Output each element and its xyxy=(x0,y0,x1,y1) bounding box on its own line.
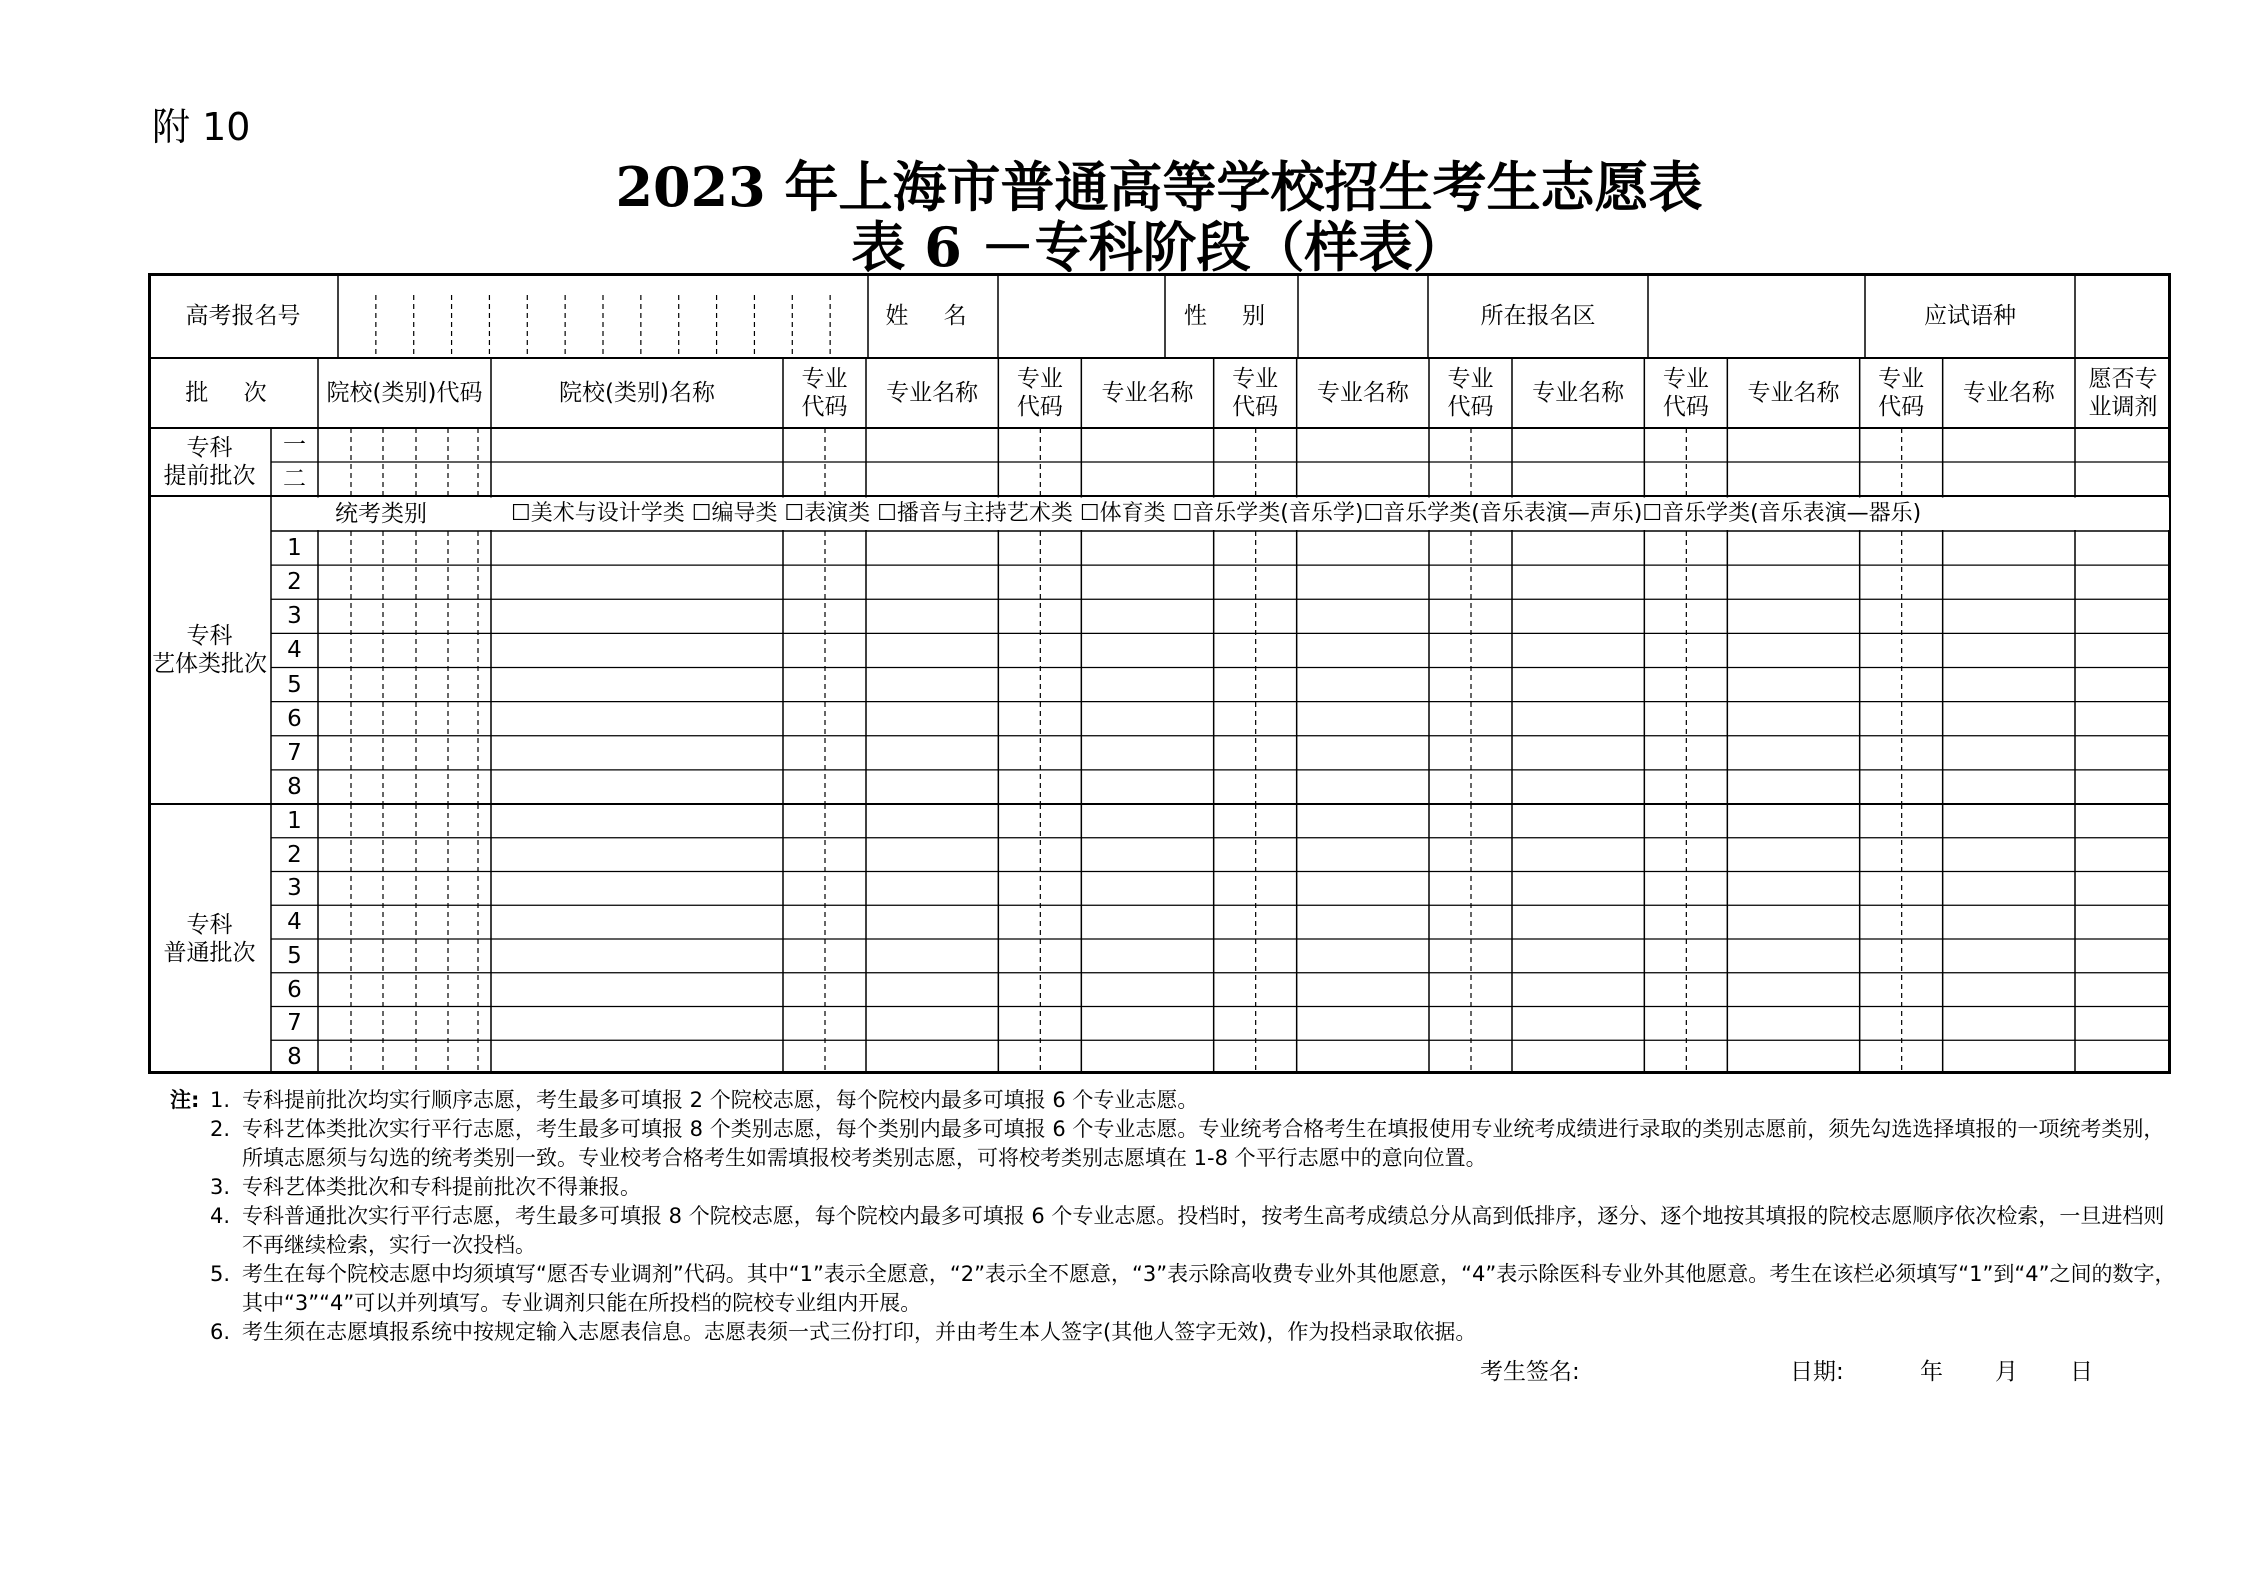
name-label: 姓 名 xyxy=(885,302,981,329)
major-code-column-header-1: 专业 代码 xyxy=(801,366,848,420)
exam-no-label: 高考报名号 xyxy=(185,302,301,329)
major-name-column-header-3: 专业名称 xyxy=(1316,380,1409,406)
page-subtitle: 表 6 －专科阶段（样表） xyxy=(851,215,1467,279)
note-item xyxy=(170,1318,2180,1347)
note-number: 1. xyxy=(210,1088,231,1112)
note-item xyxy=(170,1115,2180,1173)
application-form-table xyxy=(148,273,2171,1074)
normal-row-index-1: 1 xyxy=(287,807,302,834)
normal-batch-label: 专科 普通批次 xyxy=(163,912,256,966)
art-row-index-5: 5 xyxy=(287,671,302,698)
note-number: 6. xyxy=(210,1320,231,1344)
early-batch-label: 专科 提前批次 xyxy=(163,435,256,489)
note-item xyxy=(170,1173,2180,1202)
normal-row-index-2: 2 xyxy=(287,841,302,868)
early-row-index-1: 一 xyxy=(283,432,306,458)
major-name-column-header-5: 专业名称 xyxy=(1747,380,1840,406)
signature-label: 考生签名: xyxy=(1480,1359,1580,1385)
normal-row-index-5: 5 xyxy=(287,942,302,969)
note-number: 3. xyxy=(210,1175,231,1199)
attachment-number: 附 10 xyxy=(152,105,251,149)
note-text: 专科艺体类批次和专科提前批次不得兼报。 xyxy=(242,1175,641,1199)
gender-label: 性 别 xyxy=(1183,302,1280,329)
district-label: 所在报名区 xyxy=(1480,302,1596,329)
note-text: 专科提前批次均实行顺序志愿，考生最多可填报 2 个院校志愿，每个院校内最多可填报 6 个专业志愿。 xyxy=(242,1088,1199,1112)
year-label: 年 xyxy=(1920,1359,1943,1385)
major-code-column-header-4: 专业 代码 xyxy=(1447,366,1494,420)
normal-row-index-4: 4 xyxy=(287,909,302,936)
school-name-column-header: 院校(类别)名称 xyxy=(559,380,715,406)
batch-column-header: 批 次 xyxy=(185,380,281,406)
art-row-index-6: 6 xyxy=(287,705,302,732)
major-code-column-header-5: 专业 代码 xyxy=(1662,366,1709,420)
art-category-options: ☐美术与设计学类 ☐编导类 ☐表演类 ☐播音与主持艺术类 ☐体育类 ☐音乐学类(音乐学)☐音乐学类(音乐表演—声乐)☐音乐学类(音乐表演—器乐) xyxy=(511,500,1922,526)
month-label: 月 xyxy=(1995,1359,2018,1385)
note-text: 考生须在志愿填报系统中按规定输入志愿表信息。志愿表须一式三份打印，并由考生本人签字(其他人签字无效)，作为投档录取依据。 xyxy=(242,1320,1477,1344)
art-batch-label: 专科 艺体类批次 xyxy=(152,623,267,677)
note-item xyxy=(170,1202,2180,1260)
art-row-index-2: 2 xyxy=(287,569,302,596)
note-item xyxy=(170,1260,2180,1318)
note-number: 4. xyxy=(210,1204,231,1228)
day-label: 日 xyxy=(2070,1359,2093,1385)
art-row-index-7: 7 xyxy=(287,739,302,766)
major-name-column-header-2: 专业名称 xyxy=(1101,380,1194,406)
page-title: 2023 年上海市普通高等学校招生考生志愿表 xyxy=(615,155,1703,219)
major-code-column-header-2: 专业 代码 xyxy=(1016,366,1063,420)
note-text: 专科艺体类批次实行平行志愿，考生最多可填报 8 个类别志愿，每个类别内最多可填报 6 个专业志愿。专业统考合格考生在填报使用专业统考成绩进行录取的类别志愿前，须先勾选选择填报的一项统考类别，所填志愿须与勾选的统考类别一致。专业校考合格考生如需填报校考类别志愿，可将校考类别志愿填在 1-8 个平行志愿中的意向位置。 xyxy=(242,1117,2165,1170)
major-name-column-header-1: 专业名称 xyxy=(886,380,979,406)
art-row-index-3: 3 xyxy=(287,603,302,630)
notes-label: 注: xyxy=(170,1088,200,1112)
normal-row-index-3: 3 xyxy=(287,875,302,902)
date-label: 日期: xyxy=(1790,1359,1844,1385)
note-item xyxy=(170,1086,2180,1115)
note-number: 5. xyxy=(210,1262,231,1286)
major-name-column-header-4: 专业名称 xyxy=(1532,380,1625,406)
normal-row-index-6: 6 xyxy=(287,976,302,1003)
major-code-column-header-3: 专业 代码 xyxy=(1232,366,1279,420)
art-row-index-8: 8 xyxy=(287,773,302,800)
note-text: 考生在每个院校志愿中均须填写“愿否专业调剂”代码。其中“1”表示全愿意，“2”表示全不愿意，“3”表示除高收费专业外其他愿意，“4”表示除医科专业外其他愿意。考生在该栏必须填写“1”到“4”之间的数字，其中“3”“4”可以并列填写。专业调剂只能在所投档的院校专业组内开展。 xyxy=(242,1262,2176,1315)
art-row-index-1: 1 xyxy=(287,535,302,562)
art-row-index-4: 4 xyxy=(287,637,302,664)
school-code-column-header: 院校(类别)代码 xyxy=(326,380,483,406)
notes-section xyxy=(170,1086,2180,1347)
early-row-index-2: 二 xyxy=(283,466,306,492)
note-number: 2. xyxy=(210,1117,231,1141)
normal-row-index-7: 7 xyxy=(287,1010,302,1037)
note-text: 专科普通批次实行平行志愿，考生最多可填报 8 个院校志愿，每个院校内最多可填报 6 个专业志愿。投档时，按考生高考成绩总分从高到低排序，逐分、逐个地按其填报的院校志愿顺序依次检索，一旦进档则不再继续检索，实行一次投档。 xyxy=(242,1204,2165,1257)
major-code-column-header-6: 专业 代码 xyxy=(1878,366,1925,420)
adjust-column-header: 愿否专 业调剂 xyxy=(2088,366,2158,420)
language-label: 应试语种 xyxy=(1924,302,2016,329)
major-name-column-header-6: 专业名称 xyxy=(1962,380,2055,406)
normal-row-index-8: 8 xyxy=(287,1044,302,1071)
art-category-label: 统考类别 xyxy=(335,500,427,527)
